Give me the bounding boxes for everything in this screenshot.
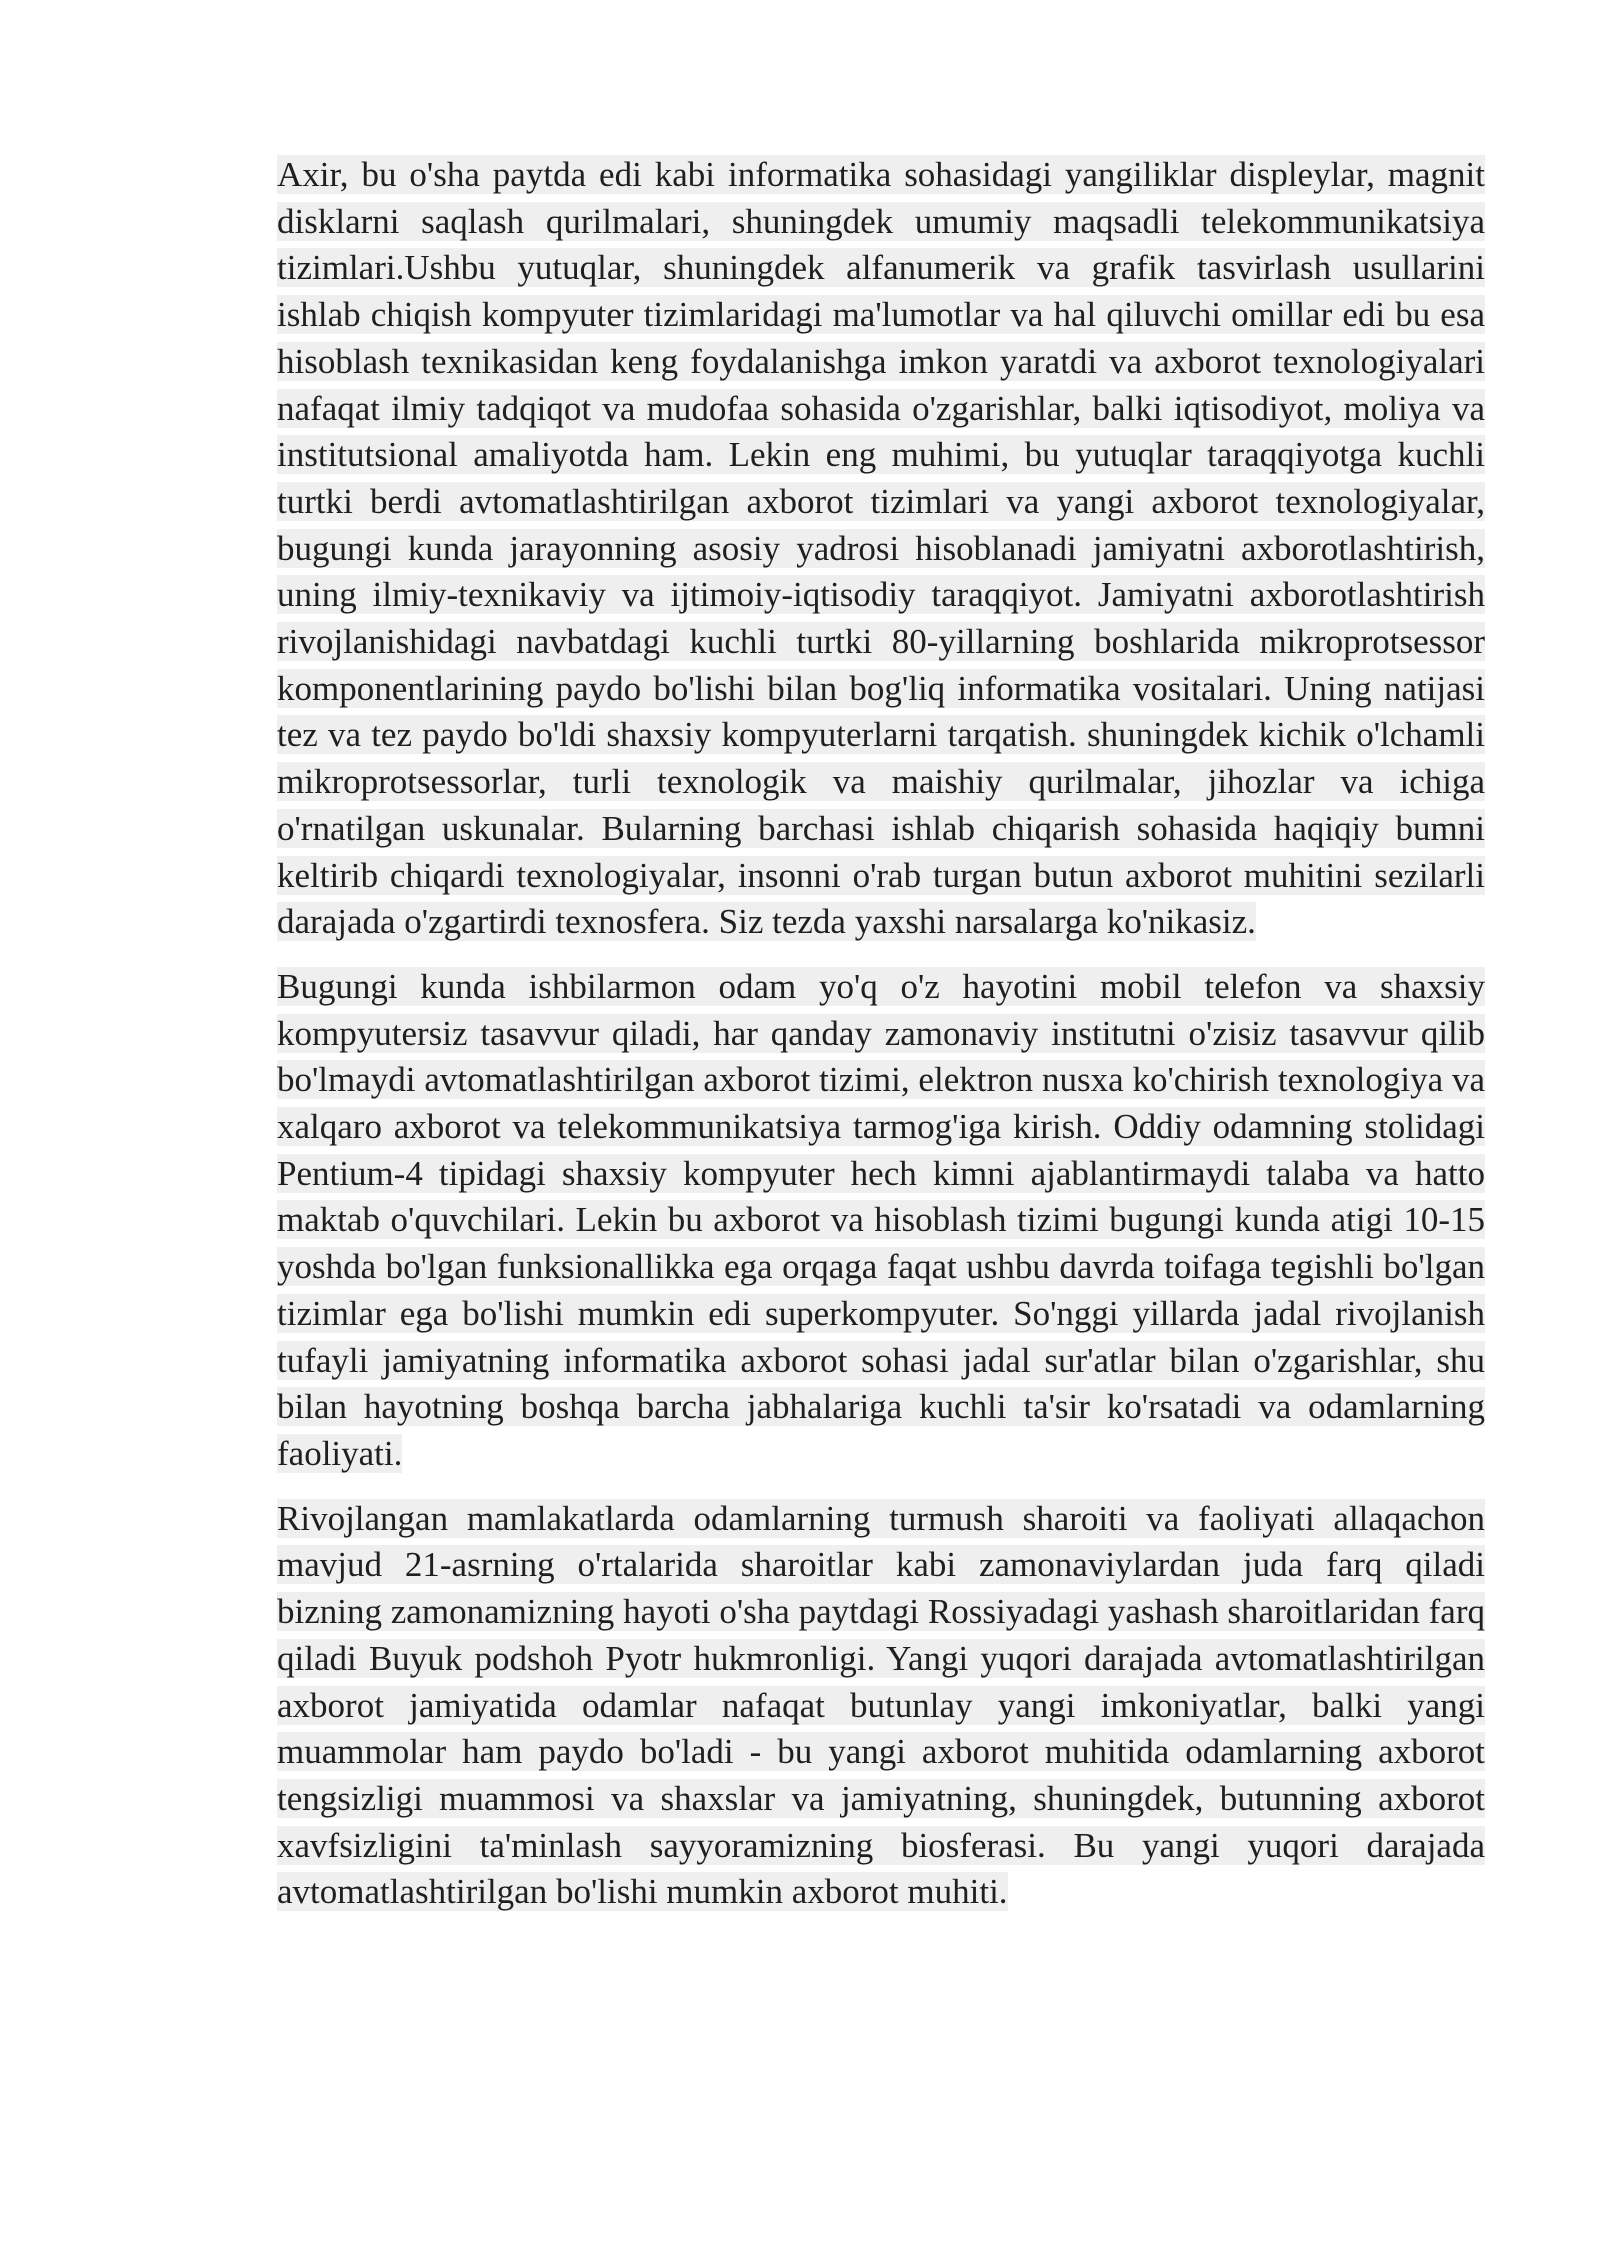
paragraph-2-text: Bugungi kunda ishbilarmon odam yo'q o'z hayotini mobil telefon va shaxsiy kompyutersiz tasavvur qiladi, har qanday zamonaviy institutni o'zisiz tasavvur qilib bo'lmaydi avtomatlashtirilgan axborot tizimi, elektron nusxa ko'chirish texnologiya va xalqaro axborot va telekommunikatsiya tarmog'iga kirish. Oddiy odamning stolidagi Pentium-4 tipidagi shaxsiy kompyuter hech kimni ajablantirmaydi talaba va hatto maktab o'quvchilari. Lekin bu axborot va hisoblash tizimi bugungi kunda atigi 10-15 yoshda bo'lgan funksionallikka ega orqaga faqat ushbu davrda toifaga tegishli bo'lgan tizimlar ega bo'lishi mumkin edi superkompyuter. So'nggi yillarda jadal rivojlanish tufayli jamiyatning informatika axborot sohasi jadal sur'atlar bilan o'zgarishlar, shu bilan hayotning boshqa barcha jabhalariga kuchli ta'sir ko'rsatadi va odamlarning faoliyati.	[277, 966, 1485, 1473]
paragraph-3-text: Rivojlangan mamlakatlarda odamlarning turmush sharoiti va faoliyati allaqachon mavjud 21-asrning o'rtalarida sharoitlar kabi zamonaviylardan juda farq qiladi bizning zamonamizning hayoti o'sha paytdagi Rossiyadagi yashash sharoitlaridan farq qiladi Buyuk podshoh Pyotr hukmronligi. Yangi yuqori darajada avtomatlashtirilgan axborot jamiyatida odamlar nafaqat butunlay yangi imkoniyatlar, balki yangi muammolar ham paydo bo'ladi - bu yangi axborot muhitida odamlarning axborot tengsizligi muammosi va shaxslar va jamiyatning, shuningdek, butunning axborot xavfsizligini ta'minlash sayyoramizning biosferasi. Bu yangi yuqori darajada avtomatlashtirilgan bo'lishi mumkin axborot muhiti.	[277, 1498, 1485, 1912]
paragraph-3	[277, 1496, 1485, 1916]
document-body	[277, 152, 1485, 1934]
paragraph-1	[277, 152, 1485, 946]
paragraph-1-text: Axir, bu o'sha paytda edi kabi informatika sohasidagi yangiliklar displeylar, magnit disklarni saqlash qurilmalari, shuningdek umumiy maqsadli telekommunikatsiya tizimlari.Ushbu yutuqlar, shuningdek alfanumerik va grafik tasvirlash usullarini ishlab chiqish kompyuter tizimlaridagi ma'lumotlar va hal qiluvchi omillar edi bu esa hisoblash texnikasidan keng foydalanishga imkon yaratdi va axborot texnologiyalari nafaqat ilmiy tadqiqot va mudofaa sohasida o'zgarishlar, balki iqtisodiyot, moliya va institutsional amaliyotda ham. Lekin eng muhimi, bu yutuqlar taraqqiyotga kuchli turtki berdi avtomatlashtirilgan axborot tizimlari va yangi axborot texnologiyalar, bugungi kunda jarayonning asosiy yadrosi hisoblanadi jamiyatni axborotlashtirish, uning ilmiy-texnikaviy va ijtimoiy-iqtisodiy taraqqiyot. Jamiyatni axborotlashtirish rivojlanishidagi navbatdagi kuchli turtki 80-yillarning boshlarida mikroprotsessor komponentlarining paydo bo'lishi bilan bog'liq informatika vositalari. Uning natijasi tez va tez paydo bo'ldi shaxsiy kompyuterlarni tarqatish. shuningdek kichik o'lchamli mikroprotsessorlar, turli texnologik va maishiy qurilmalar, jihozlar va ichiga o'rnatilgan uskunalar. Bularning barchasi ishlab chiqarish sohasida haqiqiy bumni keltirib chiqardi texnologiyalar, insonni o'rab turgan butun axborot muhitini sezilarli darajada o'zgartirdi texnosfera. Siz tezda yaxshi narsalarga ko'nikasiz.	[277, 155, 1485, 942]
paragraph-2	[277, 964, 1485, 1478]
